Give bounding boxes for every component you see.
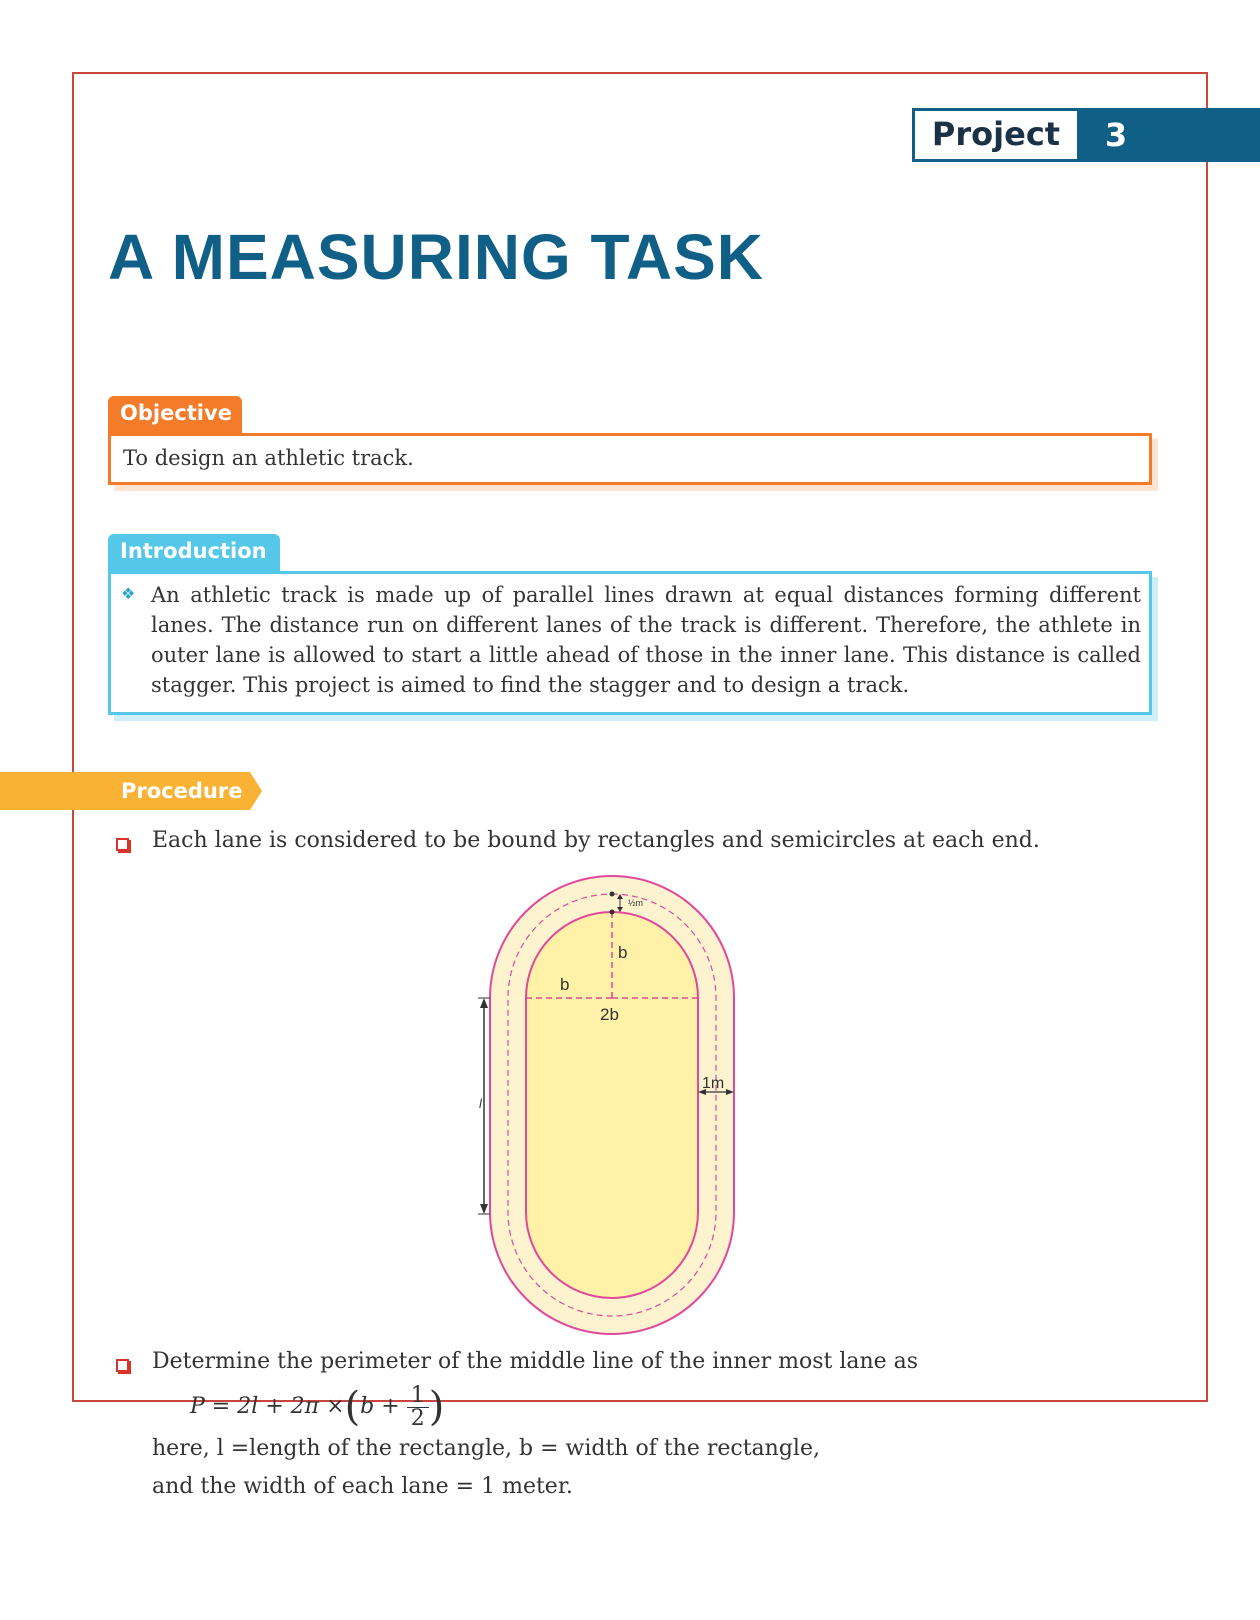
paren-open: ( [344, 1384, 361, 1430]
introduction-tab: Introduction [108, 534, 280, 572]
arrowhead-down-icon [480, 1204, 488, 1214]
fraction-denominator: 2 [410, 1405, 425, 1431]
checkbox-bullet-icon [116, 838, 129, 851]
paren-close: ) [428, 1384, 445, 1430]
label-1m: 1m [702, 1075, 725, 1092]
project-number: 3 [1104, 116, 1128, 154]
label-l: l [479, 1096, 482, 1111]
objective-tab: Objective [108, 396, 242, 434]
fraction-numerator: 1 [407, 1385, 429, 1408]
definition-line-2: and the width of each lane = 1 meter. [152, 1474, 573, 1499]
introduction-text: An athletic track is made up of parallel lines drawn at equal distances forming different lanes. The distance run on different lanes of the track is different. Therefore, the athlete in outer lane is allowed to start a little ahead of those in the inner lane. This distance is called stagger. This project is aimed to find the stagger and to design a track. [151, 583, 1141, 697]
athletic-track-diagram [470, 870, 750, 1340]
definition-line-1: here, l =length of the rectangle, b = width of the rectangle, [152, 1436, 820, 1461]
label-b-horizontal: b [560, 975, 570, 994]
procedure-step-2: Determine the perimeter of the middle line of the inner most lane as [152, 1349, 919, 1374]
objective-text: To design an athletic track. [123, 446, 414, 470]
label-2b: 2b [600, 1005, 619, 1024]
formula-fraction [407, 1382, 429, 1431]
perimeter-formula [190, 1384, 444, 1430]
introduction-box [108, 571, 1152, 715]
formula-b: b + [360, 1394, 400, 1419]
checkbox-bullet-icon [116, 1359, 129, 1372]
procedure-tab: Procedure [121, 779, 243, 803]
diamond-bullet-icon: ❖ [121, 584, 136, 603]
arrowhead-up-icon [480, 998, 488, 1008]
project-label: Project [912, 108, 1080, 162]
marker-dot-bottom [610, 910, 615, 915]
objective-box [108, 433, 1152, 485]
formula-lhs: P = 2l + 2π × [190, 1394, 345, 1419]
label-b-vertical: b [618, 943, 628, 962]
procedure-step-1: Each lane is considered to be bound by rectangles and semicircles at each end. [152, 828, 1040, 853]
page-title: A MEASURING TASK [108, 221, 764, 293]
track-inner-boundary [526, 912, 698, 1298]
label-half-m: ½m [628, 898, 644, 908]
marker-dot-top [610, 892, 615, 897]
